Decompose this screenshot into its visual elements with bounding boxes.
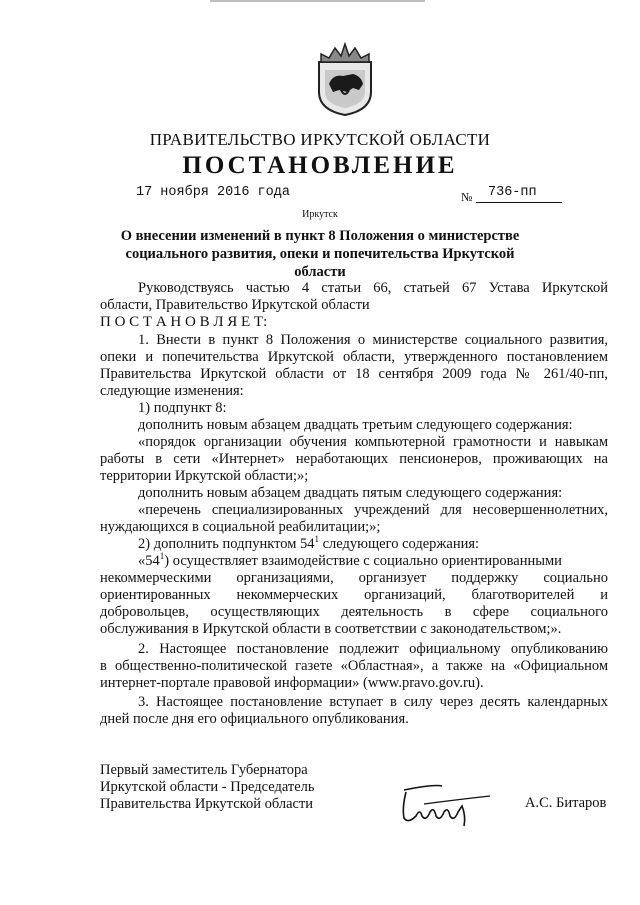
resolves-heading: П О С Т А Н О В Л Я Е Т: [100,314,268,330]
body-line: следующие изменения: [100,383,244,399]
top-scan-line [210,0,425,2]
city-name: Иркутск [302,209,338,220]
document-type-title: ПОСТАНОВЛЕНИЕ [182,152,458,179]
body-line: дней после дня его официального опубликования. [100,711,409,727]
body-line: Правительства Иркутской области от 18 сентября 2009 года № 261/40-пп, [100,366,608,382]
body-line: добровольцев, осуществляющих деятельность в сфере социального [100,604,608,620]
signatory-line-3: Правительства Иркутской области [100,796,314,812]
body-line: 2. Настоящее постановление подлежит официальному опубликованию [138,641,608,657]
body-line: работы в сети «Интернет» неработающих пенсионеров, проживающих на [100,451,608,467]
body-line: области, Правительство Иркутской области [100,297,370,313]
body-line: дополнить новым абзацем двадцать третьим следующего содержания: [138,417,573,433]
body-line: «порядок организации обучения компьютерной грамотности и навыкам [138,434,608,450]
government-title: ПРАВИТЕЛЬСТВО ИРКУТСКОЙ ОБЛАСТИ [149,130,491,149]
body-line: 2) дополнить подпунктом $54^1$ следующего содержания: [138,534,480,552]
number-underline [476,202,562,203]
signatory-name: А.С. Битаров [525,795,607,811]
document-subject [110,227,530,281]
body-line: в общественно-политической газете «Областная», а также на «Официальном [100,658,608,674]
signatory-line-1: Первый заместитель Губернатора [100,762,308,778]
handwritten-signature [394,782,494,828]
body-line: 3. Настоящее постановление вступает в силу через десять календарных [138,694,608,710]
subject-line-1: О внесении изменений в пункт 8 Положения о министерстве [120,228,520,244]
body-line: обслуживания в Иркутской области в соответствии с законодательством;». [100,621,562,637]
signatory-title [100,762,315,813]
body-line: 1) подпункт 8: [138,400,227,416]
body-line: «перечень специализированных учреждений для несовершеннолетних, [138,502,608,518]
coat-of-arms-emblem [313,40,377,116]
number-label: № [461,190,473,204]
body-line: «$54^1$) осуществляет взаимодействие с социально ориентированными [138,551,562,569]
body-line: опеки и попечительства Иркутской области, утвержденного постановлением [100,349,608,365]
signatory-line-2: Иркутской области - Председатель [100,779,315,795]
subject-line-2: социального развития, опеки и попечительства Иркутской области [125,246,515,280]
body-line: интернет-портале правовой информации» (www.pravo.gov.ru). [100,675,484,691]
document-date: 17 ноября 2016 года [136,185,290,200]
body-line: Руководствуясь частью 4 статьи 66, статьей 67 Устава Иркутской [138,280,608,296]
body-line: ориентированных некоммерческих организаций, благотворителей и [100,587,608,603]
body-line: 1. Внести в пункт 8 Положения о министерстве социального развития, [138,332,608,348]
body-line: дополнить новым абзацем двадцать пятым следующего содержания: [138,485,563,501]
body-line: некоммерческими организациями, организует поддержку социально [100,570,608,586]
body-line: нуждающихся в социальной реабилитации;»; [100,519,381,535]
body-line: территории Иркутской области;»; [100,468,309,484]
document-number: 736-пп [488,185,537,200]
